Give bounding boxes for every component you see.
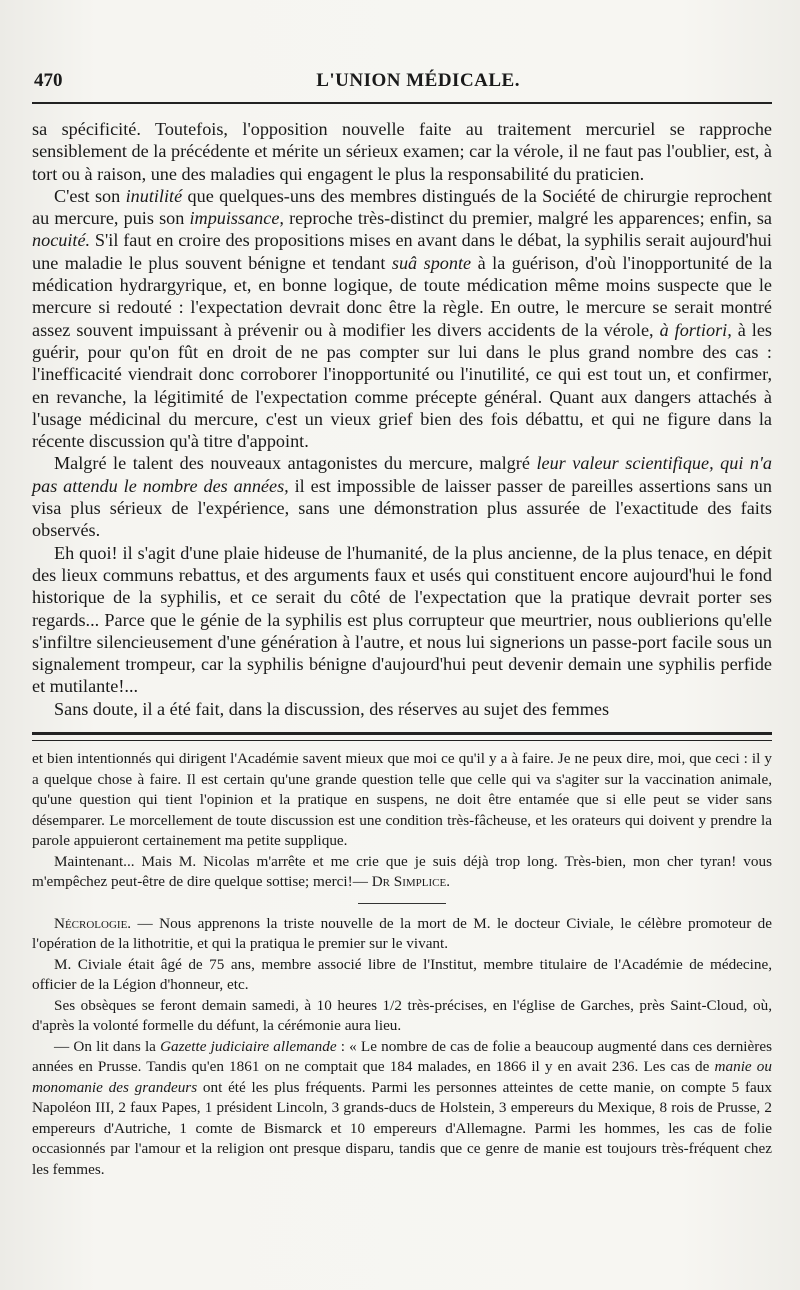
feuilleton-separator — [32, 732, 772, 741]
journal-title: L'UNION MÉDICALE. — [316, 70, 520, 91]
section-divider — [358, 903, 446, 904]
paragraph-3: Malgré le talent des nouveaux antagonistes du mercure, malgré leur valeur scientifique, qui n'a pas attendu le nombre des années, il est impossible de laisser passer de pareilles assertions sans un visa plus sérieux de l'expérience, sans une démonstration plus assurée de l'exactitude des faits observés. — [32, 453, 773, 541]
feuilleton-paragraph-2: Maintenant... Mais M. Nicolas m'arrête et me crie que je suis déjà trop long. Très-bien, mon cher tyran! vous m'empêchez peut-être de dire quelque sottise; merci!— Dr Simplice. — [32, 852, 772, 891]
necrology-label: Nécrologie. — [54, 914, 132, 932]
main-article — [32, 118, 772, 720]
page-header — [34, 70, 770, 94]
header-rule — [32, 102, 772, 104]
funeral-paragraph: Ses obsèques se feront demain samedi, à 10 heures 1/2 très-précises, en l'église de Garches, près Saint-Cloud, où, d'après la volonté formelle du défunt, la cérémonie aura lieu. — [32, 996, 772, 1035]
author-signature: Dr Simplice. — [371, 873, 451, 891]
paragraph-5: Sans doute, il a été fait, dans la discussion, des réserves au sujet des femmes — [54, 698, 610, 719]
civiale-paragraph: M. Civiale était âgé de 75 ans, membre associé libre de l'Institut, membre titulaire de l'Académie de médecine, officier de la Légion d'honneur, etc. — [32, 955, 772, 994]
paragraph-2: C'est son inutilité que quelques-uns des membres distingués de la Société de chirurgie reprochent au mercure, puis son impuissance, reproche très-distinct du premier, malgré les apparences; enfin, sa nocuité. S'il faut en croire des propositions mises en avant dans le débat, la syphilis serait aujourd'hui une maladie le plus souvent bénigne et tendant suâ sponte à la guérison, d'où l'inopportunité de la médication hydrargyrique, et, en bonne logique, de toute médication même moins suspecte que le mercure si redouté : l'expectation devrait donc être la règle. En outre, le mercure se serait montré assez souvent impuissant à prévenir ou à modifier les divers accidents de la vérole, à fortiori, à les guérir, pour qu'on fût en droit de ne pas compter sur lui dans le plus grand nombre des cas : l'inefficacité viendrait donc corroborer l'inopportunité ou l'inutilité, ce qui est tout un, et confirmer, en revanche, la légitimité de l'expectation comme précepte général. Quant aux dangers attachés à l'usage médicinal du mercure, c'est un vieux grief bien des fois débattu, et qui ne figure dans la récente discussion qu'à titre d'appoint. — [32, 185, 773, 452]
feuilleton-section — [32, 749, 772, 1180]
paragraph-1: sa spécificité. Toutefois, l'opposition nouvelle faite au traitement mercuriel se rapproche sensiblement de la précédente et mérite un sérieux examen; car la vérole, il ne faut pas l'oublier, est, à tort ou à raison, une des maladies qui engagent le plus la responsabilité du praticien. — [32, 119, 772, 184]
feuilleton-paragraph-1: et bien intentionnés qui dirigent l'Académie savent mieux que moi ce qu'il y a à faire. Je ne peux dire, moi, que ceci : il y a quelque chose à faire. Il est certain qu'une grande question telle que celle qui va s'agiter sur la vaccination animale, qu'une question qui tient l'opinion et la pratique en suspens, ne doit être entamée que si elle peut se vider sans désemparer. Le morcellement de toute discussion est une condition très-fâcheuse, et les orateurs qui doivent y prendre la parole appuieront certainement ma petite supplique. — [32, 750, 772, 850]
necrology-paragraph: Nécrologie. — Nous apprenons la triste nouvelle de la mort de M. le docteur Civiale, le célèbre promoteur de l'opération de la lithotritie, et qui la pratiqua le premier sur le vivant. — [32, 914, 772, 953]
paragraph-4: Eh quoi! il s'agit d'une plaie hideuse de l'humanité, de la plus ancienne, de la plus tenace, en dépit des lieux communs rebattus, et des arguments faux et usés qui constituent encore aujourd'hui le fond historique de la syphilis, et ce serait du côté de l'expectation que la pratique devrait porter ses regards... Parce que le génie de la syphilis est plus corrupteur que meurtrier, nous oublierions qu'elle s'infiltre silencieusement d'une génération à l'autre, et nous lui signerions un passe-port facile sous un signalement trompeur, car la syphilis bénigne d'aujourd'hui peut devenir demain une syphilis perfide et mutilante!... — [32, 542, 772, 697]
madness-paragraph: — On lit dans la Gazette judiciaire allemande : « Le nombre de cas de folie a beaucoup augmenté dans ces dernières années en Prusse. Tandis qu'en 1861 on ne comptait que 184 malades, en 1866 il y en avait 236. Les cas de manie ou monomanie des grandeurs ont été les plus fréquents. Parmi les personnes atteintes de cette manie, on compte 5 faux Napoléon III, 2 faux Papes, 1 président Lincoln, 3 grands-ducs de Holstein, 3 empereurs du Mexique, 8 rois de Prusse, 2 empereurs d'Autriche, 1 comte de Bismarck et 10 empereurs d'Allemagne. Parmi les hommes, les cas de folie occasionnés par l'amour et la religion ont presque disparu, tandis que ce genre de manie est toujours très-fréquent chez les femmes. — [32, 1037, 772, 1178]
page-number: 470 — [34, 70, 63, 91]
